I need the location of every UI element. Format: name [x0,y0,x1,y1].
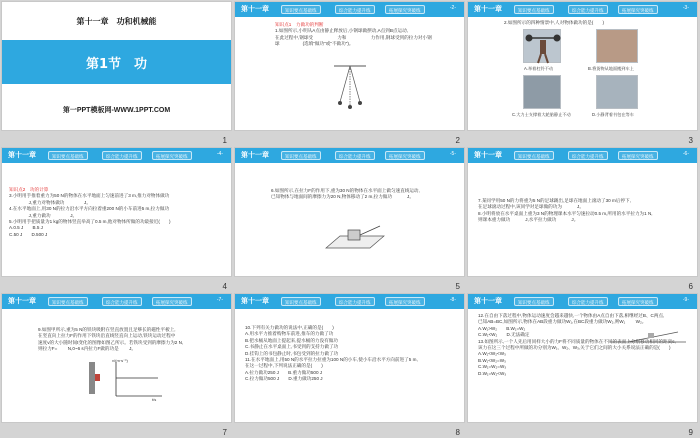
velocity-graph [86,356,166,402]
text-line: J,重力对物体做功 J。 [9,199,91,205]
slide-canvas [1,293,232,423]
header-tab: 综合能力提升练 [568,151,608,160]
slide-canvas [234,293,465,423]
text-line: 9.如图甲所示,重为5 N的铁块吸附在竖直放置且足够长的磁性平板上, [38,327,176,332]
photo-moving-goods [596,29,638,63]
text-line: 在竖直向上拉力F的作用下铁块沿直线竖直向上运动,铁块运动过程中 [38,333,176,339]
slide-number: 4 [222,282,227,291]
slide-body [9,187,227,238]
slide-header [2,294,231,309]
text-line: A.0.5 J B.5 J [9,225,43,231]
cover-title: 第1节 功 [85,57,148,72]
slide-body [504,20,694,26]
text-line: 该力在这三个过程中所做的功分别为W₁、W₂、W₃,关于它们之间的大小关系说法正确的是( ) [478,345,671,351]
text-line: D.W₁=W₂<W₃ [478,370,507,376]
block-on-plane-diagram [320,218,390,258]
text-line: 球 (选填"做功"或"不做功")。 [275,41,354,47]
slide-header [468,148,697,163]
text-line: C.书静止在水平桌面上,书受到的支持力做了功 [245,344,339,350]
slide-canvas [1,147,232,277]
text-line: 1.如图所示,小明从A点由静止释放后,小钢球做摆动,A点到B点运动, [275,28,408,34]
cover-chapter: 第十一章 功和机械能 [76,17,157,26]
header-tab: 拓展探究突破练 [618,5,658,14]
header-tab: 拓展探究突破练 [385,297,425,306]
text-line: 13.如图所示,一个人先后用同样大小的力F将不同质量的物体在不同的表面上分别移动相同的距离s, [478,338,676,344]
text-line: A.拉力做功250 J B.重力做功500 J [245,369,323,375]
text-line: 3.小明用手推着重力为50 N的物体在水平地面上匀速前进了3 m,推力对物体做功 [9,193,170,199]
slide-body [245,325,460,383]
header-page: -6- [682,151,689,157]
header-tab: 知识要点基础练 [514,5,554,14]
text-line: A.用水平力推着购物车前进,推车的力做了功 [245,331,334,337]
text-line: B.W₁<W₂=W₃ [478,357,506,363]
text-line: D.挂钩上的书包静止时,书包受到的拉力做了功 [245,350,339,356]
header-page: -7- [216,297,223,303]
slide-body [275,22,460,48]
header-page: -5- [449,151,456,157]
slide-canvas [234,147,465,277]
header-chapter: 第十一章 [8,152,36,159]
slide-body [271,188,461,201]
header-tab: 综合能力提升练 [568,297,608,306]
header-tab: 拓展探究突破练 [385,5,425,14]
header-tab: 拓展探究突破练 [385,151,425,160]
header-tab: 知识要点基础练 [281,151,321,160]
header-chapter: 第十一章 [8,298,36,305]
header-tab: 知识要点基础练 [514,151,554,160]
slide-canvas [467,147,698,277]
slide-number: 2 [455,136,460,145]
slide-thumbnail-5[interactable] [233,146,466,292]
header-tab: 综合能力提升练 [102,297,142,306]
text-line: 在足球滚动过程中,该同学对足球做的功为 J。 [478,204,584,210]
slide-body [478,198,693,224]
header-chapter: 第十一章 [241,298,269,305]
slide-number: 1 [222,136,227,145]
text-line: A.W₁>W₂ B.W₁=W₂ [478,325,526,331]
header-tab: 知识要点基础练 [281,297,321,306]
photo-tire-lift [523,75,561,109]
header-page: -9- [682,297,689,303]
text-line: 10.下列有关力做功的说法中,正确的是( ) [245,325,334,330]
photo-student-bag [596,75,638,109]
slide-number: 3 [688,136,693,145]
slide-body [38,327,228,353]
text-line: 则课本重力做功 J,水平拉力做功 J。 [478,217,579,223]
slide-header [235,148,464,163]
slide-thumbnail-2[interactable] [233,0,466,146]
text-line: 已知物体与地面间的摩擦力为20 N,物体移动了2 m,拉力做功 J。 [271,194,414,200]
section-heading: 知识点1 力做功的判断 [275,22,324,27]
x-axis-label: t/s [152,397,157,402]
slide-header [2,148,231,163]
text-line: C.W₁=W₂=W₃ [478,364,507,370]
slide-number: 5 [455,282,460,291]
slide-canvas [234,1,465,131]
header-tab: 综合能力提升练 [335,151,375,160]
header-page: -4- [216,151,223,157]
slide-number: 9 [688,428,693,437]
text-line: B.把水桶从地面上提起来,提水桶的力没有做功 [245,337,338,343]
y-axis-label: v/(m·s⁻¹) [112,358,128,363]
header-tab: 综合能力提升练 [568,5,608,14]
slide-thumbnail-1[interactable] [0,0,233,146]
caption: A.举着杠铃不动 [524,66,554,71]
text-line: 11.在水平地面上,用50 N的水平拉力拉重为100 N的小车,使小车沿水平方向前进了5 m, [245,357,418,363]
slide-header [235,294,464,309]
text-line: J,重力做功 J。 [9,212,78,218]
slide-thumbnail-7[interactable] [0,292,233,438]
header-page: -3- [682,5,689,11]
header-tab: 综合能力提升练 [335,5,375,14]
header-chapter: 第十一章 [474,6,502,13]
header-tab: 拓展探究突破练 [618,151,658,160]
cover-site: 第一PPT模板网-WWW.1PPT.COM [62,107,171,114]
text-line: C.50 J D.500 J [9,231,48,237]
header-tab: 综合能力提升练 [102,151,142,160]
text-line: 7.某同学用50 N的力将重为5 N的足球踢出,足球在地面上滚动了30 m后停下, [478,198,631,203]
caption: D.小静背着书包在等车 [592,112,634,117]
slide-number: 7 [222,428,227,437]
pendulum-diagram [330,62,370,117]
slide-canvas [467,1,698,131]
caption: C.大力士支撑着大轮胎静止不动 [512,112,571,117]
header-tab: 综合能力提升练 [335,297,375,306]
header-tab: 拓展探究突破练 [152,297,192,306]
slide-number: 8 [455,428,460,437]
header-chapter: 第十一章 [241,6,269,13]
text-line: 在此过程中,钢球受 力和 力作用,钢球受到的拉力对小钢 [275,34,432,40]
header-page: -8- [449,297,456,303]
text-line: C.W₁<W₂ D.无法确定 [478,332,530,338]
header-tab: 拓展探究突破练 [618,297,658,306]
text-line: 5.小明用手把质量为1 kg的物体竖直举高了0.5 m,他对物体所做的功最接近( ) [9,219,171,225]
caption: B.将货物从地面搬到车上 [588,66,634,71]
text-line: 2.如图所示的四种情景中,人对物体做功的是( ) [504,20,605,25]
slide-canvas [467,293,698,423]
text-line: 在这一过程中,下列说法正确的是( ) [245,363,323,369]
slide-thumbnail-3[interactable] [466,0,699,146]
text-line: 8.小明将放在水平桌面上重为3 N的物理课本水平匀速拉动0.5 m,所用的水平拉力为1 N, [478,210,653,216]
header-chapter: 第十一章 [241,152,269,159]
slide-canvas [1,1,232,131]
ramp-diagram [608,328,688,346]
text-line: 6.如图所示,在拉力F的作用下,重为30 N的物体在水平面上做匀速直线运动, [271,188,420,193]
section-heading: 知识点2 功的计算 [9,187,49,192]
header-tab: 知识要点基础练 [48,151,88,160]
slide-thumbnail-4[interactable] [0,146,233,292]
text-line: 12.在自由下落过程中,物体运动速度会越来越快,一个物体由A点自由下落,相继经过B、C两点, [478,313,665,318]
header-page: -2- [449,5,456,11]
text-line: 则拉力F= N,0~6 s内拉力F做的功是 J。 [38,346,137,352]
text-line: 速度v的大小随时间t变化的图像如图乙所示。若铁块受到的摩擦力为2 N, [38,339,184,345]
slide-header [468,2,697,17]
text-line: C.拉力做功500 J D.重力做功250 J [245,376,323,382]
header-tab: 知识要点基础练 [514,297,554,306]
slide-number: 6 [688,282,693,291]
text-line: 已知AB=BC,如图所示,物体在AB段重力做功W₁,在BC段重力做功W₂,则W₁ W₂。 [478,319,647,325]
slide-thumbnail-8[interactable] [233,292,466,438]
slide-header [235,2,464,17]
slide-thumbnail-6[interactable] [466,146,699,292]
header-chapter: 第十一章 [474,298,502,305]
text-line: A.W₁<W₂<W₃ [478,351,506,357]
header-tab: 拓展探究突破练 [152,151,192,160]
header-tab: 知识要点基础练 [281,5,321,14]
slide-header [468,294,697,309]
text-line: 4.在水平地面上,用30 N的拉力沿水平方向拉着重200 N的小车前进5 m,拉力做功 [9,206,170,212]
slide-thumbnail-9[interactable] [466,292,699,438]
header-chapter: 第十一章 [474,152,502,159]
header-tab: 知识要点基础练 [48,297,88,306]
photo-weightlifter [523,29,561,63]
